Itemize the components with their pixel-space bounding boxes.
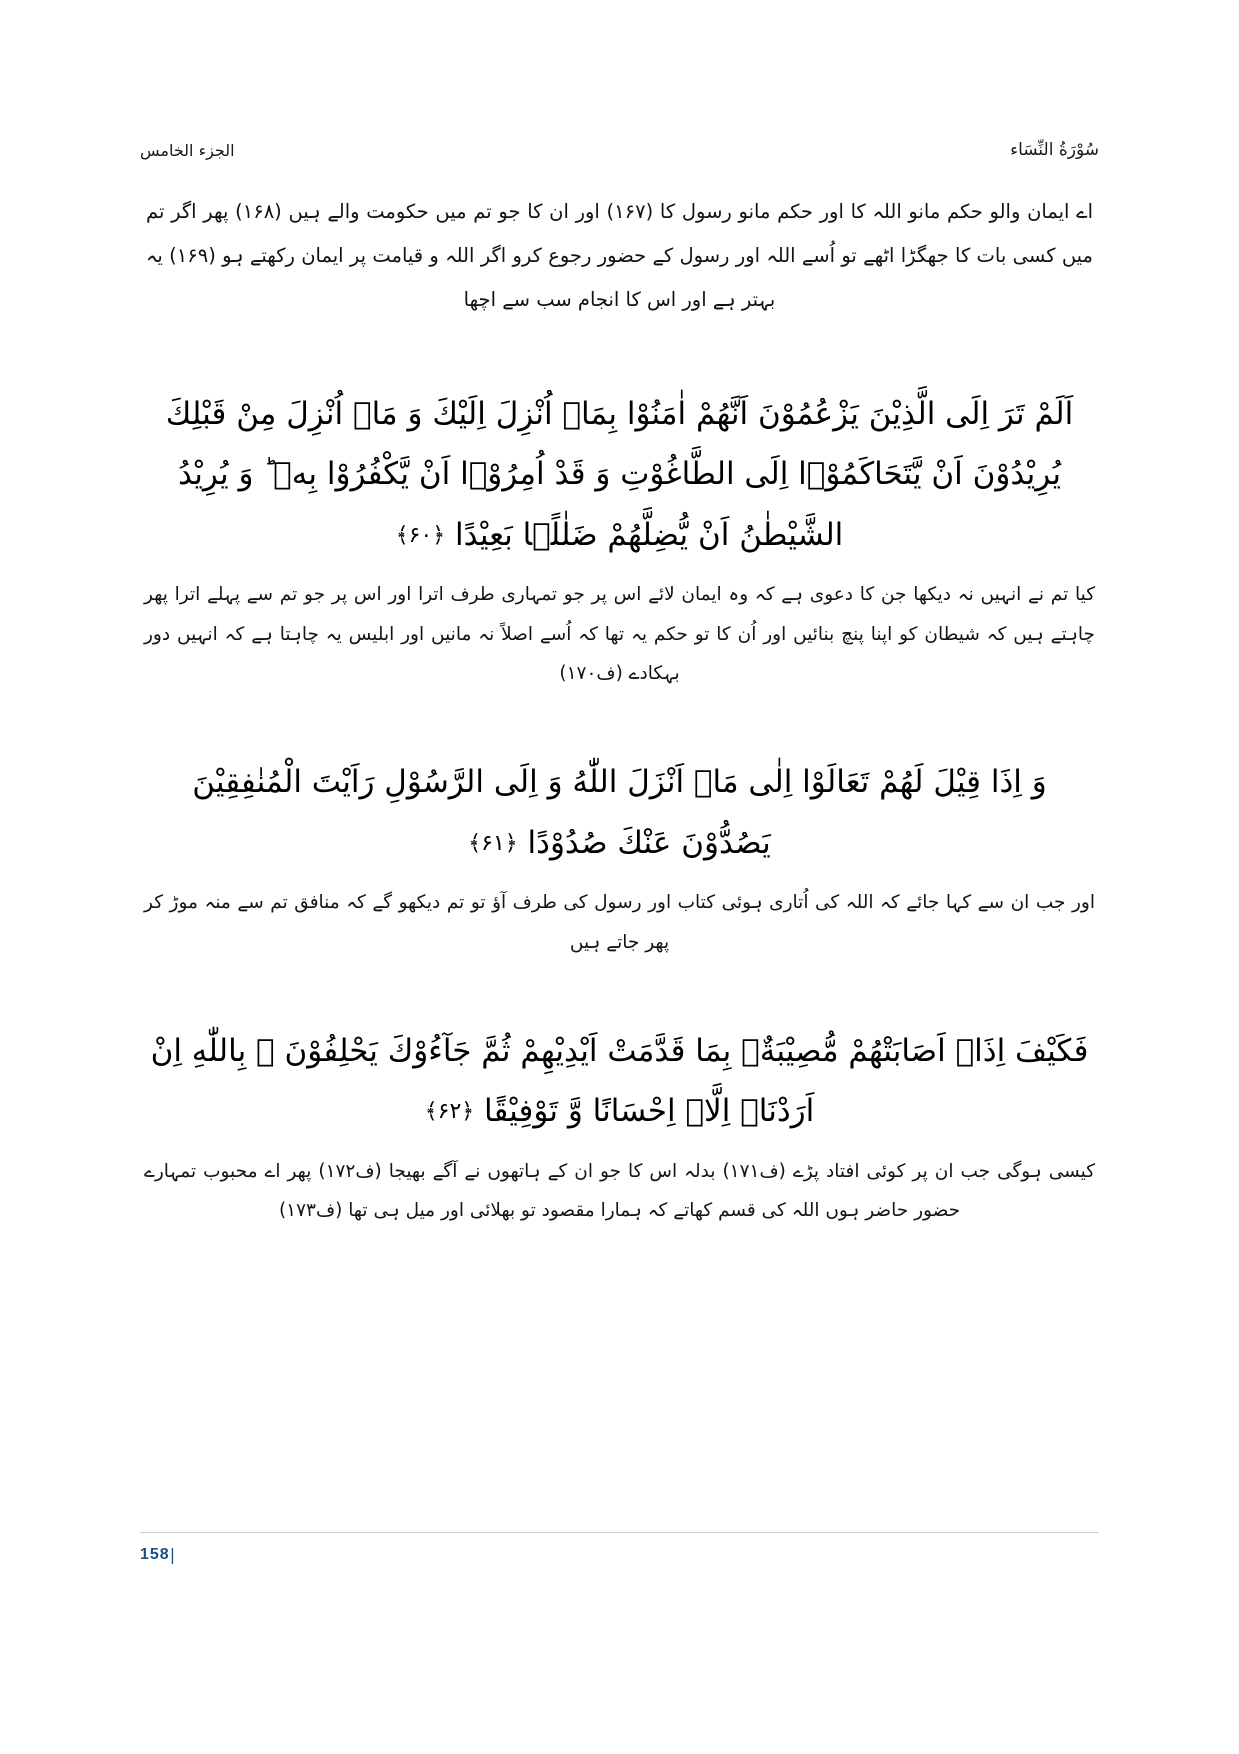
page-number-separator: |: [169, 1545, 176, 1564]
arabic-verse-text: [140, 384, 1099, 565]
urdu-tafsir: اور جب ان سے کہا جائے کہ اللہ کی اُتاری ہوئی کتاب اور رسول کی طرف آؤ تو تم دیکھو گے کہ منافق تم سے منہ موڑ کر پھر جاتے ہیں: [144, 892, 1095, 953]
arabic-verse-text: [140, 1021, 1099, 1142]
arabic-text: فَكَيْفَ اِذَاۤ اَصَابَتْهُمْ مُّصِيْبَةٌۢ بِمَا قَدَّمَتْ اَيْدِيْهِمْ ثُمَّ جَآءُوْكَ يَحْلِفُوْنَ ۞ بِاللّٰهِ اِنْ اَرَدْنَاۤ اِلَّاۤ اِحْسَانًا وَّ تَوْفِيْقًا: [150, 1032, 1089, 1130]
ayah-number: ۶۱: [481, 830, 505, 856]
juz-title: الجزء الخامس: [140, 140, 235, 160]
verse-block-61: [140, 752, 1099, 962]
ayah-number: ۶۲: [437, 1099, 462, 1125]
arabic-text: وَ اِذَا قِيْلَ لَهُمْ تَعَالَوْا اِلٰى مَاۤ اَنْزَلَ اللّٰهُ وَ اِلَى الرَّسُوْلِ رَاَيْتَ الْمُنٰفِقِيْنَ يَصُدُّوْنَ عَنْكَ صُدُوْدًا: [192, 764, 1047, 861]
ayah-number-marker: ﴿۶۲﴾: [424, 1099, 475, 1125]
ayah-number-marker: ﴿۶۰﴾: [395, 522, 446, 548]
intro-translation: اے ایمان والو حکم مانو اللہ کا اور حکم مانو رسول کا (۱۶۷) اور ان کا جو تم میں حکومت والے ہیں (۱۶۸) پھر اگر تم میں کسی بات کا جھگڑا اٹھے تو اُسے اللہ اور رسول کے حضور رجوع کرو اگر اللہ و قیامت پر ایمان رکھتے ہو (۱۶۹) یہ بہتر ہے اور اس کا انجام سب سے اچھا: [146, 200, 1093, 311]
page-number: 158: [140, 1545, 170, 1563]
arabic-text: اَلَمْ تَرَ اِلَى الَّذِيْنَ يَزْعُمُوْنَ اَنَّهُمْ اٰمَنُوْا بِمَاۤ اُنْزِلَ اِلَيْكَ وَ مَاۤ اُنْزِلَ مِنْ قَبْلِكَ يُرِيْدُوْنَ اَنْ يَّتَحَاكَمُوْۤا اِلَى الطَّاغُوْتِ وَ قَدْ اُمِرُوْۤا اَنْ يَّكْفُرُوْا بِهٖ ؕ وَ يُرِيْدُ الشَّيْطٰنُ اَنْ يُّضِلَّهُمْ ضَلٰلًۢا بَعِيْدًا: [165, 395, 1074, 553]
page-header: [140, 130, 1099, 170]
surah-title: سُوْرَةُ النِّسَاء: [1010, 140, 1099, 160]
ayah-number: ۶۰: [408, 522, 433, 548]
urdu-tafsir: کیسی ہوگی جب ان پر کوئی افتاد پڑے (ف۱۷۱) بدلہ اس کا جو ان کے ہاتھوں نے آگے بھیجا (ف۱۷۲) پھر اے محبوب تمہارے حضور حاضر ہوں اللہ کی قسم کھاتے کہ ہمارا مقصود تو بھلائی اور میل ہی تھا (ف۱۷۳): [144, 1160, 1096, 1222]
page-content: [140, 190, 1099, 1231]
arabic-verse-text: [140, 752, 1099, 873]
urdu-tafsir: کیا تم نے انہیں نہ دیکھا جن کا دعوی ہے کہ وہ ایمان لائے اس پر جو تمہاری طرف اترا اور اس پر جو تم سے پہلے اترا پھر چاہتے ہیں کہ شیطان کو اپنا پنچ بنائیں اور اُن کا تو حکم یہ تھا کہ اُسے اصلاً نہ مانیں اور ابلیس یہ چاہتا ہے کہ انہیں دور بہکادے (ف۱۷۰): [144, 583, 1095, 685]
page-footer: [140, 1532, 1099, 1564]
verse-block-62: [140, 1021, 1099, 1231]
verse-block-60: [140, 384, 1099, 695]
ayah-number-marker: ﴿۶۱﴾: [468, 830, 518, 856]
